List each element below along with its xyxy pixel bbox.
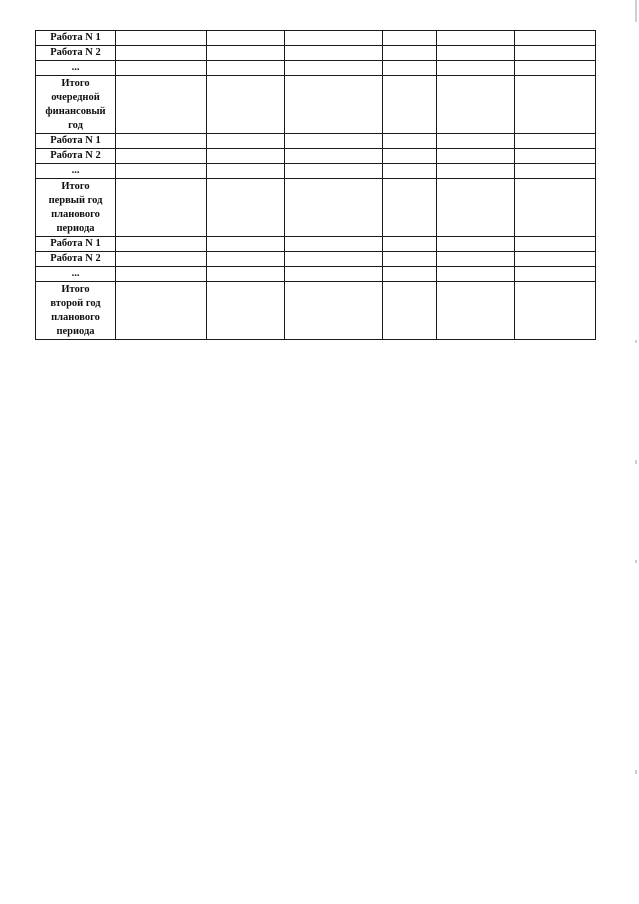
table-cell bbox=[207, 149, 285, 164]
table-cell bbox=[116, 164, 207, 179]
table-cell bbox=[285, 282, 383, 340]
table-cell bbox=[515, 149, 596, 164]
table-cell bbox=[116, 61, 207, 76]
table-cell bbox=[437, 76, 515, 134]
row-label: Работа N 1 bbox=[36, 31, 116, 46]
table-cell bbox=[116, 76, 207, 134]
table-body bbox=[36, 31, 596, 340]
table-cell bbox=[116, 46, 207, 61]
table-cell bbox=[437, 134, 515, 149]
table-cell bbox=[437, 61, 515, 76]
scan-edge-artifact bbox=[635, 460, 637, 464]
table-cell bbox=[437, 179, 515, 237]
table-row bbox=[36, 164, 596, 179]
table-cell bbox=[383, 31, 437, 46]
scan-edge-artifact bbox=[635, 340, 637, 343]
table-cell bbox=[285, 76, 383, 134]
table-cell bbox=[437, 46, 515, 61]
table-cell bbox=[285, 31, 383, 46]
table-cell bbox=[515, 134, 596, 149]
table-cell bbox=[285, 252, 383, 267]
table-cell bbox=[116, 282, 207, 340]
table-cell bbox=[515, 31, 596, 46]
table-cell bbox=[383, 164, 437, 179]
table-cell bbox=[437, 149, 515, 164]
table-row bbox=[36, 76, 596, 134]
table-row bbox=[36, 252, 596, 267]
table-cell bbox=[383, 134, 437, 149]
row-label: Работа N 1 bbox=[36, 134, 116, 149]
row-label: Работа N 2 bbox=[36, 46, 116, 61]
scan-edge-artifact bbox=[635, 770, 637, 774]
table-cell bbox=[383, 76, 437, 134]
table-cell bbox=[207, 76, 285, 134]
row-label: Итого первый год планового периода bbox=[36, 179, 116, 237]
table-cell bbox=[383, 282, 437, 340]
table-cell bbox=[116, 149, 207, 164]
table-cell bbox=[285, 164, 383, 179]
table-row bbox=[36, 61, 596, 76]
table-cell bbox=[383, 267, 437, 282]
table-cell bbox=[207, 267, 285, 282]
table-cell bbox=[437, 164, 515, 179]
row-label: Итого второй год планового периода bbox=[36, 282, 116, 340]
table-cell bbox=[515, 76, 596, 134]
table-cell bbox=[437, 31, 515, 46]
table-cell bbox=[383, 179, 437, 237]
table-cell bbox=[285, 149, 383, 164]
table-cell bbox=[383, 61, 437, 76]
table-cell bbox=[207, 252, 285, 267]
row-label: ... bbox=[36, 164, 116, 179]
table-row bbox=[36, 31, 596, 46]
table-cell bbox=[515, 164, 596, 179]
table-cell bbox=[383, 252, 437, 267]
table-cell bbox=[285, 267, 383, 282]
table-cell bbox=[285, 46, 383, 61]
table-cell bbox=[116, 252, 207, 267]
budget-table bbox=[35, 30, 596, 340]
table-cell bbox=[285, 179, 383, 237]
table-row bbox=[36, 149, 596, 164]
table-row bbox=[36, 282, 596, 340]
row-label: Итого очередной финансовый год bbox=[36, 76, 116, 134]
table-cell bbox=[515, 179, 596, 237]
row-label: ... bbox=[36, 267, 116, 282]
table-cell bbox=[437, 267, 515, 282]
scan-edge-artifact bbox=[635, 560, 637, 563]
row-label: Работа N 2 bbox=[36, 252, 116, 267]
table-cell bbox=[515, 237, 596, 252]
table-cell bbox=[515, 46, 596, 61]
table-row bbox=[36, 267, 596, 282]
scan-edge-artifact bbox=[635, 0, 637, 22]
table-cell bbox=[207, 179, 285, 237]
table-cell bbox=[207, 164, 285, 179]
table-cell bbox=[437, 237, 515, 252]
table-row bbox=[36, 134, 596, 149]
row-label: ... bbox=[36, 61, 116, 76]
table-cell bbox=[285, 61, 383, 76]
table-cell bbox=[116, 267, 207, 282]
table-cell bbox=[437, 282, 515, 340]
table-cell bbox=[207, 237, 285, 252]
table-row bbox=[36, 46, 596, 61]
table-cell bbox=[116, 179, 207, 237]
table-cell bbox=[116, 237, 207, 252]
table-cell bbox=[207, 282, 285, 340]
table-row bbox=[36, 179, 596, 237]
table-cell bbox=[515, 267, 596, 282]
table-cell bbox=[207, 46, 285, 61]
row-label: Работа N 1 bbox=[36, 237, 116, 252]
table-cell bbox=[515, 252, 596, 267]
table-cell bbox=[383, 46, 437, 61]
table-cell bbox=[116, 31, 207, 46]
row-label: Работа N 2 bbox=[36, 149, 116, 164]
table-cell bbox=[285, 134, 383, 149]
table-cell bbox=[207, 31, 285, 46]
table-cell bbox=[207, 134, 285, 149]
table-cell bbox=[515, 61, 596, 76]
table-cell bbox=[285, 237, 383, 252]
table-cell bbox=[207, 61, 285, 76]
table-cell bbox=[437, 252, 515, 267]
table-cell bbox=[515, 282, 596, 340]
table-cell bbox=[383, 237, 437, 252]
table-cell bbox=[116, 134, 207, 149]
table-cell bbox=[383, 149, 437, 164]
table-row bbox=[36, 237, 596, 252]
